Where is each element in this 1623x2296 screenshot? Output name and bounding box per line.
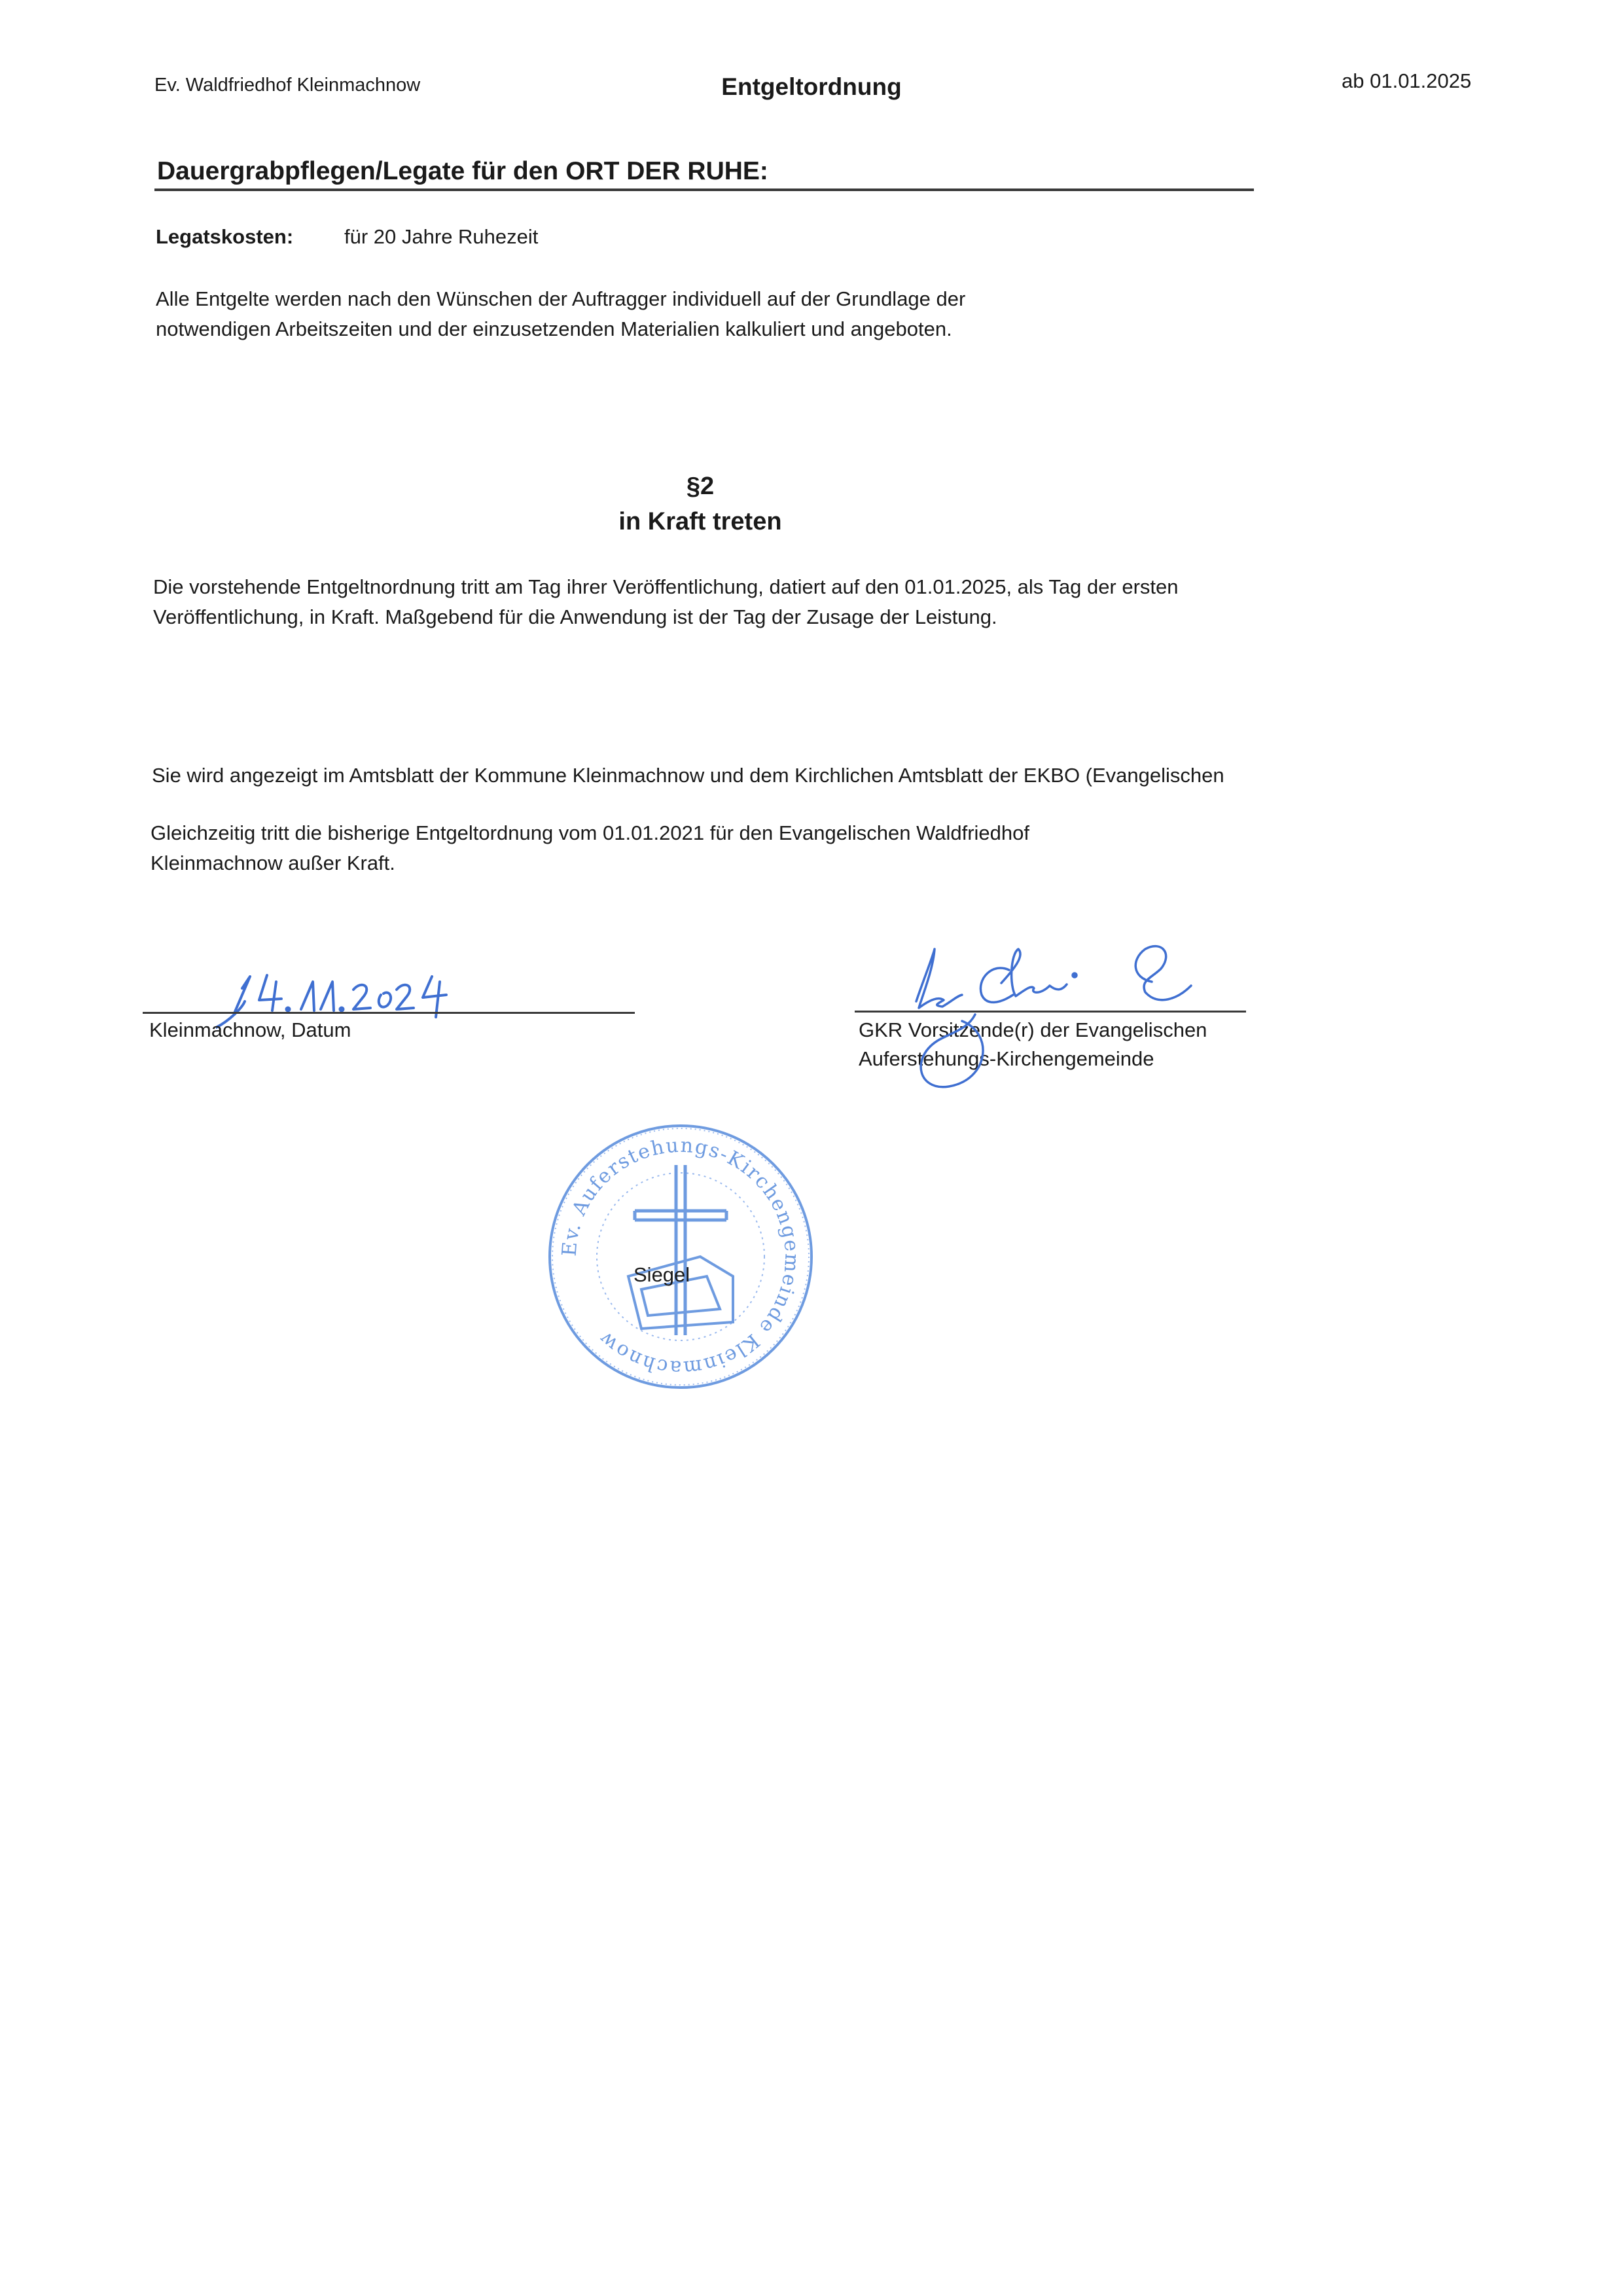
paragraph-pricing: Alle Entgelte werden nach den Wünschen der Auftragger individuell auf der Grundlage der notwendigen Arbeitszeiten und der einzusetzenden Materialien kalkuliert und angeboten. (156, 287, 966, 340)
section-heading: Dauergrabpflegen/Legate für den ORT DER RUHE: (157, 157, 768, 185)
date-label: Kleinmachnow, Datum (149, 1018, 351, 1041)
date-signature-line (143, 1012, 635, 1014)
header-valid-from: ab 01.01.2025 (1342, 69, 1472, 92)
legat-value: für 20 Jahre Ruhezeit (344, 225, 539, 248)
paragraph-supersedes: Gleichzeitig tritt die bisherige Entgeltordnung vom 01.01.2021 für den Evangelischen Waldfriedhof Kleinmachnow außer Kraft. (151, 821, 1029, 874)
seal-label: Siegel (633, 1263, 690, 1286)
section-number: §2 (686, 473, 715, 500)
document-title: Entgeltordnung (721, 73, 902, 100)
section-heading-rule (154, 188, 1254, 191)
svg-text:Ev. Auferstehungs-Kirchengemei (558, 1134, 804, 1380)
signatory-label: GKR Vorsitzende(r) der Evangelischen Auferstehungs-Kirchengemeinde (859, 1018, 1207, 1070)
header-organization: Ev. Waldfriedhof Kleinmachnow (154, 75, 421, 96)
handwritten-signature (870, 923, 1237, 1093)
paragraph-announcement: Sie wird angezeigt im Amtsblatt der Kommune Kleinmachnow und dem Kirchlichen Amtsblatt der EKBO (Evangelischen (152, 764, 1224, 787)
paragraph-effective: Die vorstehende Entgeltnordnung tritt am Tag ihrer Veröffentlichung, datiert auf den 01.01.2025, als Tag der ersten Veröffentlichung, in Kraft. Maßgebend für die Anwendung ist der Tag der Zusage der Leistung. (153, 575, 1179, 628)
seal-ring-text: Ev. Auferstehungs-Kirchengemeinde Kleinmachnow (558, 1134, 804, 1380)
church-seal (537, 1113, 825, 1401)
legat-label: Legatskosten: (156, 225, 294, 248)
section-title: in Kraft treten (618, 508, 782, 535)
